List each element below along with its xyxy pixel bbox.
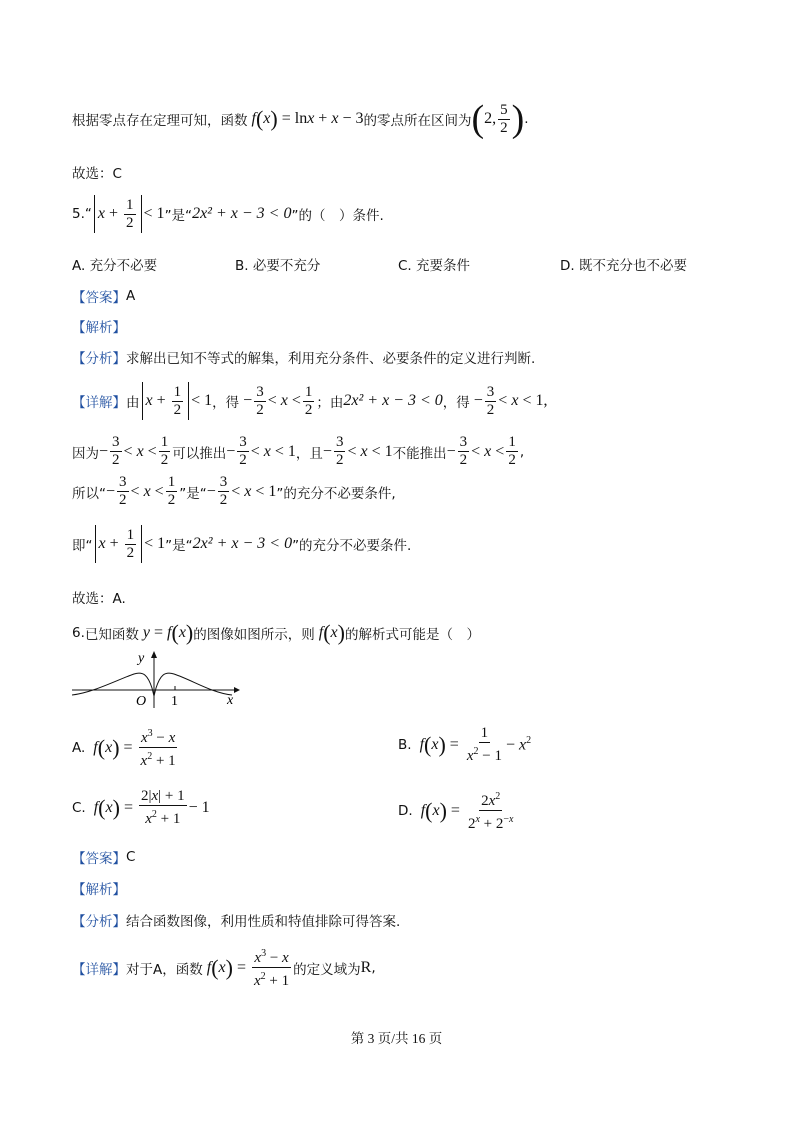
minus-one: − 1 bbox=[188, 799, 210, 816]
answer-value: A bbox=[126, 288, 136, 304]
paren: ( bbox=[211, 954, 219, 980]
fraction: $\frac{2x^2}{2^x + 2^{-x}}$ bbox=[466, 788, 516, 833]
text: ；由 bbox=[316, 395, 344, 411]
jiexi-5: 【解析】 bbox=[72, 320, 126, 336]
analysis-text: 求解出已知不等式的解集，利用充分条件、必要条件的定义进行判断. bbox=[126, 351, 536, 367]
minus: − bbox=[239, 392, 253, 409]
text: 由 bbox=[126, 395, 140, 411]
ineq: < x < bbox=[471, 442, 505, 460]
option-6b bbox=[398, 725, 531, 765]
fn: f bbox=[411, 736, 425, 753]
option-b: B. 必要不充分 bbox=[235, 258, 321, 274]
fraction: $\frac{1}{2}$ bbox=[304, 383, 313, 418]
fx-expr: f bbox=[247, 110, 256, 127]
minus: − bbox=[469, 392, 483, 409]
paren: ) bbox=[337, 620, 345, 645]
text: ”是“ bbox=[179, 485, 207, 502]
fraction: $\frac{5}{2}$ bbox=[500, 101, 508, 136]
fraction: $\frac{3}{2}$ bbox=[119, 474, 127, 508]
minus: − bbox=[226, 442, 236, 460]
text: 的解析式可能是（ ） bbox=[344, 627, 480, 643]
paren: ( bbox=[323, 620, 331, 645]
num: 2, bbox=[484, 110, 497, 127]
domain-R: R bbox=[360, 958, 372, 976]
answer-6 bbox=[72, 847, 135, 867]
fraction: $\frac{x^3 - x}{x^2 + 1}$ bbox=[252, 945, 291, 990]
fraction: $\frac{x^3 - x}{x^2 + 1}$ bbox=[139, 725, 178, 770]
fraction: $\frac{2|x| + 1}{x^2 + 1}$ bbox=[140, 788, 185, 827]
ineq: < x < 1 bbox=[347, 442, 393, 460]
jiexi-6: 【解析】 bbox=[72, 882, 126, 898]
fraction: $\frac{3}{2}$ bbox=[486, 383, 495, 418]
paren: ) bbox=[112, 734, 120, 760]
answer-a-line: 故选：A. bbox=[72, 591, 126, 607]
option-6d bbox=[398, 788, 517, 833]
detail-6 bbox=[72, 945, 376, 990]
paren: ) bbox=[439, 797, 447, 823]
ln-expr: = lnx + x − 3 bbox=[277, 110, 364, 127]
question-number: 5. bbox=[72, 206, 85, 222]
y-arrow bbox=[151, 651, 157, 658]
text: 不能推出 bbox=[392, 445, 447, 462]
text: ”的充分不必要条件, bbox=[276, 485, 396, 502]
text: 的图像如图所示，则 bbox=[193, 627, 315, 643]
lt-one: < 1 bbox=[191, 392, 213, 409]
option-a: A. 充分不必要 bbox=[72, 258, 158, 274]
label-y: y bbox=[138, 651, 145, 666]
question-number: 6. bbox=[72, 625, 85, 641]
paren: ) bbox=[185, 620, 194, 645]
text: 已知函数 bbox=[84, 627, 139, 643]
answer-value: C bbox=[126, 849, 136, 865]
period: . bbox=[524, 111, 529, 127]
detail-tag: 【详解】 bbox=[72, 961, 126, 978]
paren: ) bbox=[511, 98, 525, 140]
fn: f bbox=[412, 801, 426, 819]
ineq2: 2x² + x − 3 < 0 bbox=[192, 205, 292, 222]
text: ，得 bbox=[212, 395, 240, 411]
minus-x2: − $x^2$ bbox=[505, 735, 532, 754]
text: 因为 bbox=[72, 445, 99, 462]
text: ”是“ bbox=[165, 538, 193, 554]
paren: ) bbox=[438, 732, 446, 757]
page-footer: 第 3 页/共 16 页 bbox=[350, 1031, 443, 1046]
option-6a bbox=[72, 725, 180, 770]
fraction: $\frac{1}{2}$ bbox=[167, 474, 176, 508]
ineq: < x < 1 bbox=[250, 442, 296, 460]
text: 对于A，函数 bbox=[126, 961, 203, 978]
minus: − bbox=[99, 442, 109, 460]
eq: = bbox=[232, 958, 250, 976]
analysis-tag: 【分析】 bbox=[72, 914, 126, 930]
curve bbox=[72, 673, 232, 696]
detail-5 bbox=[72, 382, 547, 420]
minus: − bbox=[322, 442, 332, 460]
option-label: C. bbox=[72, 800, 86, 816]
label-o: O bbox=[136, 694, 147, 709]
option-c: C. 充要条件 bbox=[398, 258, 471, 274]
ineq: < x < 1, bbox=[498, 392, 548, 409]
abs-value: x + $\frac{1}{2}$ bbox=[142, 382, 190, 420]
fraction: $\frac{1}{2}$ bbox=[508, 434, 516, 468]
var-x: x bbox=[218, 958, 226, 976]
text: ，且 bbox=[295, 445, 323, 462]
paren: ) bbox=[270, 106, 278, 131]
detail-tag: 【详解】 bbox=[72, 395, 126, 411]
intro-line bbox=[72, 100, 529, 138]
quote: “ bbox=[84, 206, 92, 222]
lt-one: < 1 bbox=[143, 205, 165, 222]
ineq: < x < bbox=[130, 482, 164, 500]
text: ，得 bbox=[442, 395, 470, 411]
function-graph bbox=[72, 648, 242, 710]
minus: − bbox=[106, 482, 116, 500]
ineq2: 2x² + x − 3 < 0 bbox=[192, 535, 293, 552]
eq: = bbox=[445, 736, 463, 753]
fraction: $\frac{1}{2}$ bbox=[160, 434, 169, 468]
text: , bbox=[519, 443, 525, 460]
text: 即“ bbox=[72, 538, 93, 554]
text: 所以“ bbox=[72, 485, 106, 502]
eq: = bbox=[119, 738, 137, 756]
option-label: B. bbox=[398, 737, 412, 753]
option-d: D. 既不充分也不必要 bbox=[560, 258, 687, 274]
fn: f bbox=[167, 624, 172, 641]
label-x: x bbox=[227, 693, 234, 708]
paren: ( bbox=[425, 797, 433, 823]
eq: = bbox=[119, 799, 137, 816]
fn: f bbox=[85, 799, 99, 816]
thus-line bbox=[72, 525, 411, 563]
analysis-text: 结合函数图像，利用性质和特值排除可得答案. bbox=[126, 914, 401, 930]
fraction: $\frac{3}{2}$ bbox=[459, 434, 468, 468]
text: 的定义域为 bbox=[293, 961, 361, 978]
fraction: $\frac{3}{2}$ bbox=[335, 434, 344, 468]
paren: ( bbox=[98, 795, 106, 820]
so-line bbox=[72, 474, 396, 509]
because-line bbox=[72, 434, 524, 469]
eq: = bbox=[446, 801, 464, 819]
fraction: $\frac{3}{2}$ bbox=[239, 434, 247, 468]
fraction: $\frac{1}{x^2 - 1}$ bbox=[466, 725, 502, 764]
minus: − bbox=[446, 442, 456, 460]
var-x: x bbox=[178, 624, 186, 641]
fraction: $\frac{3}{2}$ bbox=[219, 474, 228, 508]
paren: ( bbox=[171, 620, 179, 645]
quote: ”是“ bbox=[164, 208, 193, 224]
answer-5 bbox=[72, 286, 135, 306]
ineq2: 2x² + x − 3 < 0 bbox=[343, 392, 443, 409]
var-x: x bbox=[105, 738, 113, 756]
ineq: < x < 1 bbox=[231, 482, 277, 500]
option-6c bbox=[72, 788, 210, 828]
paren: ( bbox=[471, 98, 485, 140]
paren: ) bbox=[225, 954, 233, 980]
abs-value: x + $\frac{1}{2}$ bbox=[95, 525, 143, 563]
expr: y bbox=[138, 624, 150, 641]
comma: , bbox=[371, 959, 376, 976]
option-label: D. bbox=[398, 802, 413, 819]
x-arrow bbox=[234, 687, 240, 693]
abs-value: x + $\frac{1}{2}$ bbox=[94, 195, 142, 233]
text: 可以推出 bbox=[172, 445, 227, 462]
question-tail: ”的（ ）条件. bbox=[291, 208, 384, 224]
answer-c-line: 故选：C bbox=[72, 166, 122, 182]
fn: f bbox=[202, 958, 212, 976]
var-x: x bbox=[432, 801, 440, 819]
ineq: < x < bbox=[267, 392, 301, 409]
paren: ) bbox=[112, 795, 120, 820]
text: ”的充分不必要条件. bbox=[292, 538, 412, 554]
fraction: $\frac{3}{2}$ bbox=[112, 434, 120, 468]
var-x: x bbox=[330, 624, 338, 641]
eq: = bbox=[150, 624, 168, 641]
intro-text: 根据零点存在定理可知，函数 bbox=[72, 113, 248, 129]
analysis-6 bbox=[72, 910, 400, 930]
paren: ( bbox=[255, 106, 264, 131]
zero-text: 的零点所在区间为 bbox=[363, 113, 472, 129]
question-6 bbox=[72, 620, 480, 646]
label-1: 1 bbox=[171, 694, 178, 709]
answer-tag: 【答案】 bbox=[72, 290, 126, 306]
analysis-tag: 【分析】 bbox=[72, 351, 126, 367]
lt-one: < 1 bbox=[144, 535, 166, 552]
question-5 bbox=[72, 195, 384, 233]
paren: ( bbox=[424, 732, 432, 757]
fn: f bbox=[85, 738, 98, 756]
fn: f bbox=[314, 624, 324, 641]
var-x: x bbox=[431, 736, 439, 753]
paren: ( bbox=[97, 734, 106, 760]
minus: − bbox=[206, 482, 216, 500]
var-x: x bbox=[105, 799, 113, 816]
fraction: $\frac{3}{2}$ bbox=[256, 383, 264, 418]
analysis-5 bbox=[72, 347, 535, 367]
var-x: x bbox=[263, 110, 271, 127]
ineq: < x < bbox=[123, 442, 157, 460]
option-label: A. bbox=[72, 739, 86, 756]
answer-tag: 【答案】 bbox=[72, 851, 126, 867]
